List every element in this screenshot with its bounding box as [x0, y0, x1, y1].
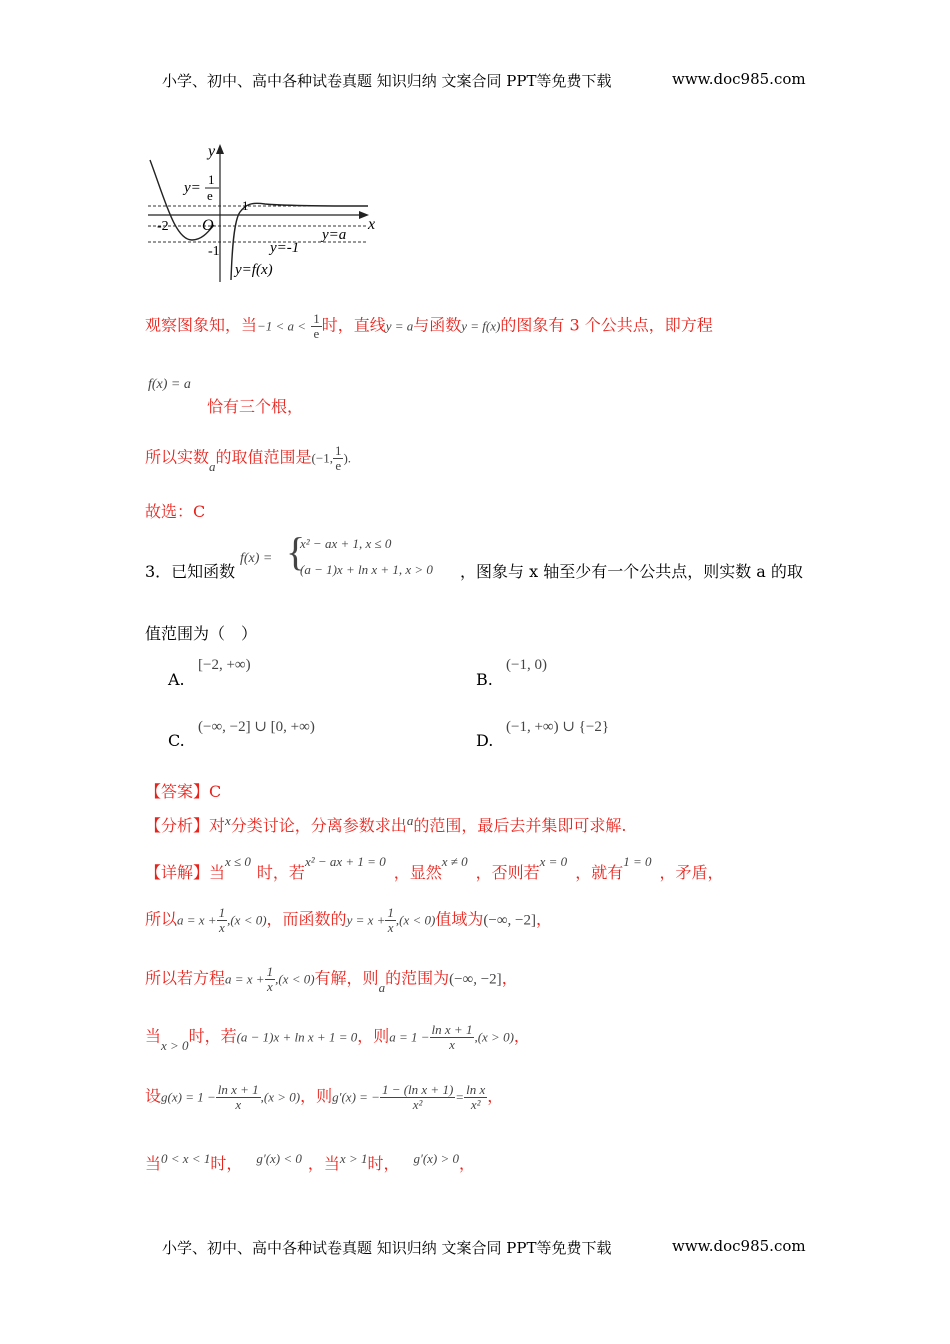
- option-b-value[interactable]: (−1, 0): [506, 657, 547, 673]
- question-3-fx: f(x) =: [240, 551, 273, 566]
- option-c-value[interactable]: (−∞, −2] ∪ [0, +∞): [198, 719, 315, 735]
- question-3-brace: {: [286, 529, 306, 574]
- detail-line-6: 当$^{0 < x < 1}$时， $^{g'(x) < 0}$ ，当$^{x > 1}$时， $^{g'(x) > 0}$，: [145, 1151, 476, 1173]
- label-x-axis: x: [368, 216, 376, 233]
- header-url[interactable]: www.doc985.com: [672, 70, 806, 88]
- label-y-eq-f: y=f(x): [235, 262, 273, 278]
- choice-result: 故选：C: [145, 502, 206, 521]
- analysis: 【分析】对$^x$分类讨论，分离参数求出$^a$的范围，最后去并集即可求解.: [145, 813, 627, 835]
- label-y-eq-a: y=a: [322, 227, 347, 243]
- function-graph: [140, 140, 380, 285]
- question-3-stem: 3．已知函数: [145, 562, 236, 581]
- option-d[interactable]: D.: [476, 731, 494, 750]
- detail-line-1: 【详解】当$^{x \le 0}$时，若$^{x^2 - ax + 1 = 0}$，显然$^{x \ne 0}$，否则若$^{x = 0}$，就有$^{1 = 0}$，矛盾，: [145, 854, 724, 882]
- footer-url[interactable]: www.doc985.com: [672, 1237, 806, 1255]
- header-text: 小学、初中、高中各种试卷真题 知识归纳 文案合同 PPT等免费下载: [162, 72, 612, 90]
- observation-line: 观察图象知，当−1 < a < $\frac{1}{e}$ 时，直线y = a与函数y = f(x)的图象有 3 个公共点，即方程: [145, 311, 713, 341]
- option-a[interactable]: A.: [168, 670, 185, 689]
- label-neg-two: -2: [157, 219, 169, 234]
- label-y-eq-neg1: y=-1: [270, 240, 300, 256]
- option-c[interactable]: C.: [168, 731, 185, 750]
- equation-fx-a: f(x) = a: [148, 377, 191, 392]
- detail-line-4: 当$_{x > 0}$时，若(a − 1)x + ln x + 1 = 0，则a = 1 − $\frac{\text{ln x + 1}}{x}$ ,(x > 0)，: [145, 1022, 530, 1053]
- label-frac-den: e: [207, 188, 213, 203]
- label-origin: O: [202, 217, 214, 234]
- option-a-value[interactable]: [−2, +∞): [198, 657, 251, 673]
- label-y-eq: y=: [184, 180, 201, 196]
- label-y-axis: y: [208, 143, 216, 160]
- option-d-value[interactable]: (−1, +∞) ∪ {−2}: [506, 719, 610, 735]
- question-3-case1: x² − ax + 1, x ≤ 0: [300, 536, 392, 551]
- three-roots-text: 恰有三个根，: [207, 397, 304, 416]
- footer-text: 小学、初中、高中各种试卷真题 知识归纳 文案合同 PPT等免费下载: [162, 1239, 612, 1257]
- range-conclusion: 所以实数$_a$的取值范围是(−1, $\frac{1}{e}$ ).: [145, 443, 352, 474]
- question-3-case2: (a − 1)x + ln x + 1, x > 0: [300, 562, 433, 577]
- answer: 【答案】C: [145, 782, 222, 801]
- label-one: 1: [242, 198, 249, 213]
- question-3-text: ，图象与 x 轴至少有一个公共点，则实数 a 的取: [460, 562, 803, 581]
- detail-line-2: 所以a = x + $\frac{1}{x}$ ,(x < 0)，而函数的y = x + $\frac{1}{x}$ ,(x < 0)值域为(−∞, −2]，: [145, 905, 552, 935]
- label-frac-num: 1: [208, 172, 215, 187]
- label-neg-one: -1: [208, 244, 220, 259]
- question-3-line2: 值范围为（ ）: [145, 624, 258, 643]
- detail-line-5: 设g(x) = 1 − $\frac{\text{ln x + 1}}{x}$ ,(x > 0)，则g′(x) = − $\frac{\text{1 − (ln x + 1)}}{\text{x²}}$ = $\frac{\text{ln x}}{\text{x²}}$ ，: [145, 1082, 504, 1112]
- option-b[interactable]: B.: [476, 670, 493, 689]
- detail-line-3: 所以若方程a = x + $\frac{1}{x}$ ,(x < 0)有解，则$_a$的范围为(−∞, −2]，: [145, 964, 518, 995]
- y-axis-arrow: [216, 144, 224, 154]
